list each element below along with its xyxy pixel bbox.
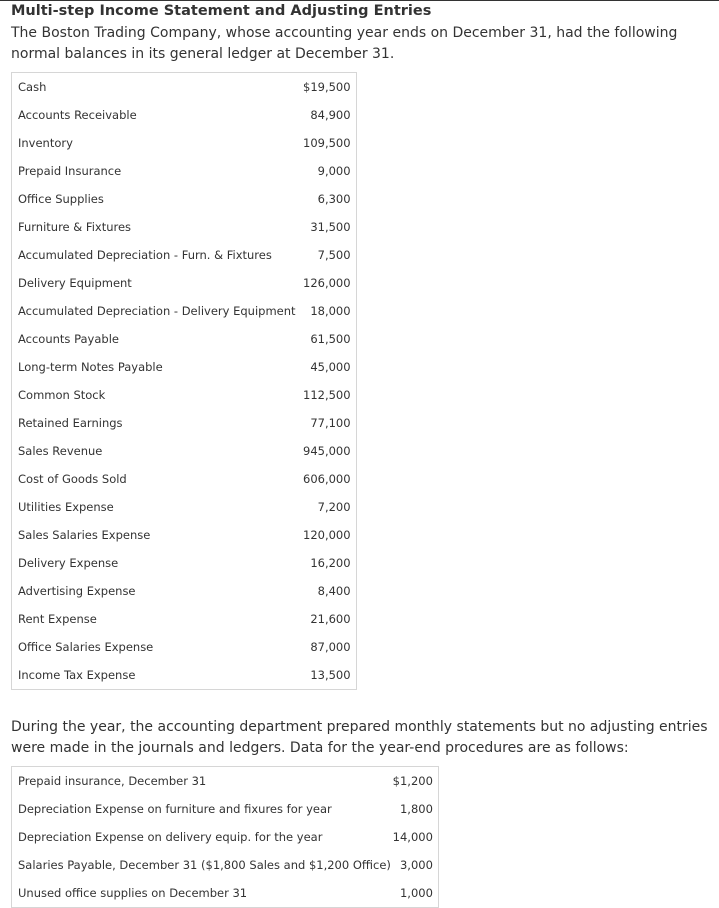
ledger-row [12,129,357,157]
ledger-account-balance: 945,000 [303,444,351,458]
ledger-account-balance: $19,500 [303,80,351,94]
ledger-account-balance: 87,000 [310,640,351,654]
yearend-item-description: Prepaid insurance, December 31 [18,774,207,788]
ledger-row [12,521,357,549]
yearend-item-amount: 1,000 [399,886,433,900]
yearend-item-description: Unused office supplies on December 31 [18,886,248,900]
yearend-item-amount: 14,000 [392,830,433,844]
ledger-account-balance: 109,500 [303,136,351,150]
ledger-account-balance: 9,000 [317,164,351,178]
ledger-account-name: Cash [18,80,47,94]
yearend-item-amount: 3,000 [399,858,433,872]
ledger-account-name: Delivery Expense [18,556,119,570]
top-divider [0,0,719,1]
ledger-row [12,633,357,661]
ledger-row [12,73,357,102]
yearend-row [12,767,439,796]
ledger-account-balance: 112,500 [303,388,351,402]
ledger-row [12,269,357,297]
ledger-row [12,549,357,577]
ledger-row [12,241,357,269]
ledger-account-balance: 16,200 [310,556,351,570]
ledger-row [12,325,357,353]
ledger-row [12,297,357,325]
ledger-account-balance: 21,600 [310,612,351,626]
ledger-account-balance: 84,900 [310,108,351,122]
yearend-intro: During the year, the accounting department prepared monthly statements but no adjusting entries were made in the journals and ledgers. Data for the year-end procedures are as follows: [11,719,708,756]
ledger-account-name: Office Supplies [18,192,104,206]
ledger-account-name: Accumulated Depreciation - Delivery Equipment [18,304,296,318]
ledger-account-balance: 13,500 [310,668,351,682]
ledger-account-balance: 18,000 [310,304,351,318]
ledger-row [12,493,357,521]
ledger-account-name: Prepaid Insurance [18,164,122,178]
yearend-item-description: Depreciation Expense on delivery equip. for the year [18,830,323,844]
problem-title: Multi-step Income Statement and Adjusting Entries [11,3,432,19]
ledger-account-balance: 45,000 [310,360,351,374]
ledger-row [12,409,357,437]
ledger-row [12,437,357,465]
ledger-account-balance: 120,000 [303,528,351,542]
ledger-account-name: Cost of Goods Sold [18,472,127,486]
ledger-account-name: Income Tax Expense [18,668,136,682]
ledger-account-name: Accounts Receivable [18,108,137,122]
ledger-row [12,605,357,633]
yearend-item-description: Depreciation Expense on furniture and fixures for year [18,802,332,816]
ledger-row [12,381,357,409]
ledger-row [12,157,357,185]
ledger-account-name: Furniture & Fixtures [18,220,132,234]
ledger-row [12,661,357,690]
ledger-account-balance: 7,200 [317,500,351,514]
ledger-balances-table [11,72,357,690]
ledger-row [12,577,357,605]
ledger-account-name: Retained Earnings [18,416,123,430]
yearend-item-amount: 1,800 [399,802,433,816]
ledger-account-balance: 8,400 [317,584,351,598]
yearend-row [12,879,439,908]
ledger-account-name: Advertising Expense [18,584,136,598]
ledger-account-name: Common Stock [18,388,106,402]
ledger-account-name: Accumulated Depreciation - Furn. & Fixtures [18,248,272,262]
yearend-row [12,823,439,851]
ledger-account-balance: 6,300 [317,192,351,206]
ledger-row [12,185,357,213]
ledger-account-balance: 31,500 [310,220,351,234]
yearend-data-table [11,766,439,908]
problem-intro: The Boston Trading Company, whose accounting year ends on December 31, had the following normal balances in its general ledger at December 31. [11,25,678,62]
ledger-account-balance: 7,500 [317,248,351,262]
ledger-account-balance: 77,100 [310,416,351,430]
yearend-item-description: Salaries Payable, December 31 ($1,800 Sales and $1,200 Office) [18,858,391,872]
ledger-account-name: Sales Revenue [18,444,103,458]
yearend-item-amount: $1,200 [392,774,433,788]
ledger-account-balance: 126,000 [303,276,351,290]
ledger-account-name: Office Salaries Expense [18,640,154,654]
ledger-row [12,101,357,129]
ledger-row [12,465,357,493]
ledger-row [12,353,357,381]
ledger-account-name: Utilities Expense [18,500,114,514]
ledger-account-balance: 606,000 [303,472,351,486]
ledger-account-name: Accounts Payable [18,332,119,346]
yearend-row [12,851,439,879]
ledger-account-balance: 61,500 [310,332,351,346]
ledger-row [12,213,357,241]
ledger-account-name: Long-term Notes Payable [18,360,163,374]
yearend-row [12,795,439,823]
ledger-account-name: Rent Expense [18,612,97,626]
ledger-account-name: Delivery Equipment [18,276,132,290]
ledger-account-name: Sales Salaries Expense [18,528,151,542]
ledger-account-name: Inventory [18,136,73,150]
